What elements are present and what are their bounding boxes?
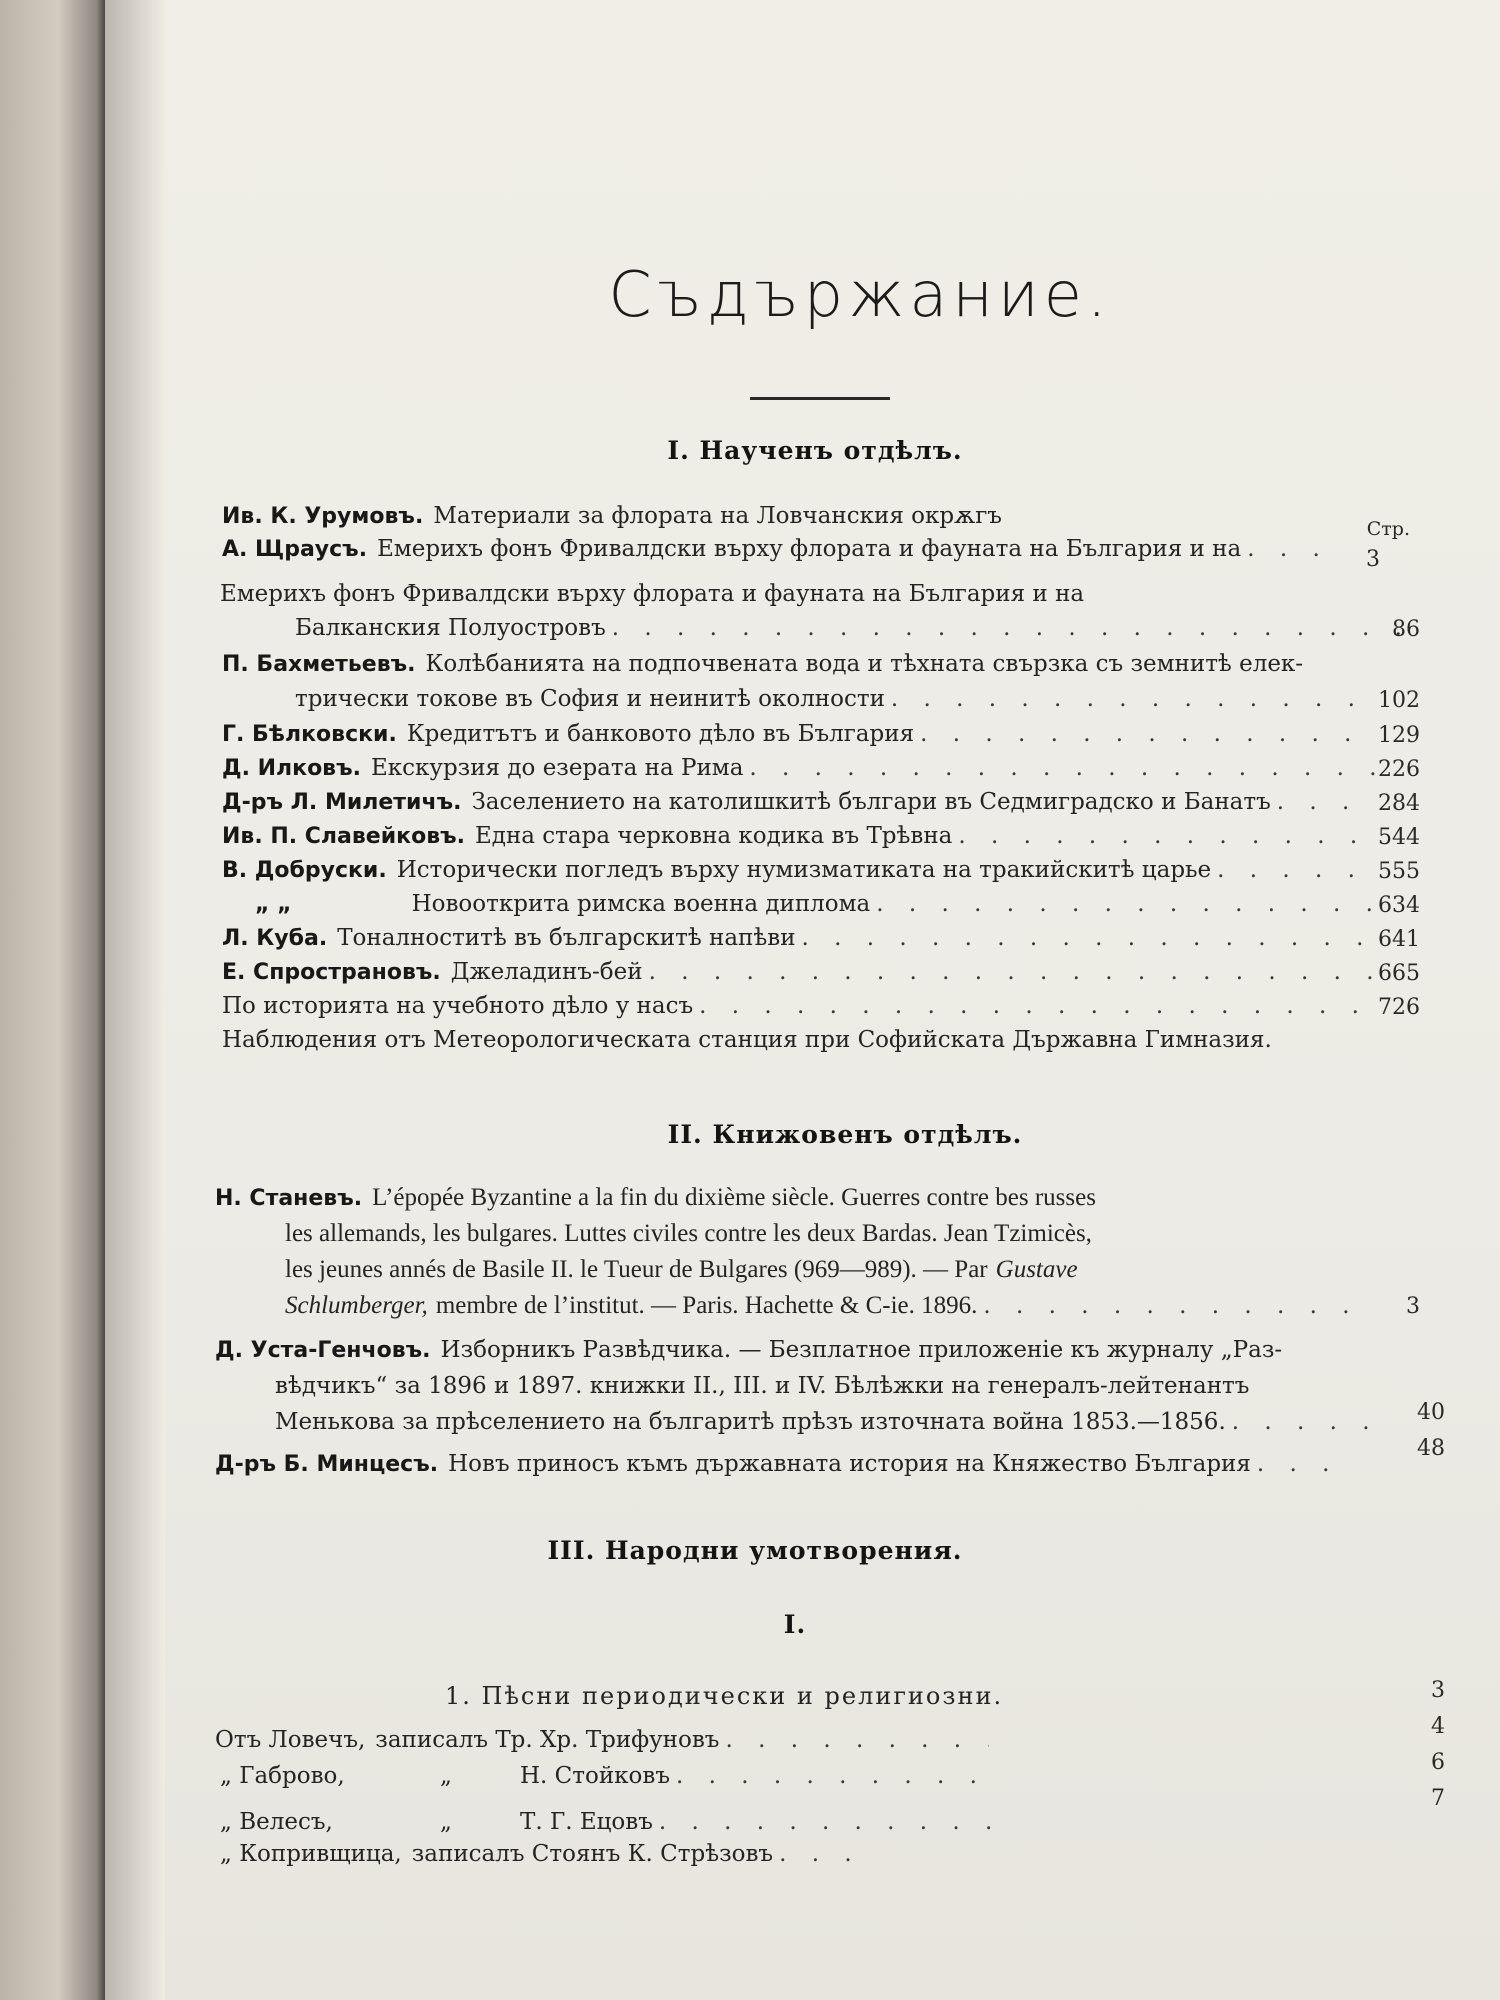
toc-entry-continuation xyxy=(295,683,1375,715)
entry-author: Г. Бѣлковски. xyxy=(222,722,397,747)
toc-entry xyxy=(222,854,1382,887)
toc-entry-continuation xyxy=(295,612,1425,644)
entry-title: Новъ приносъ къмъ държавната история на Княжество България xyxy=(448,1451,1251,1477)
toc-entry xyxy=(222,648,1462,681)
entry-author: Ив. П. Славейковъ. xyxy=(222,824,465,849)
folk-recorder: записалъ Стоянъ К. Стрѣзовъ xyxy=(411,1841,774,1867)
entry-page: 6 xyxy=(1431,1750,1445,1775)
toc-entry xyxy=(222,752,1382,785)
toc-entry xyxy=(215,1182,1465,1215)
title-rule xyxy=(750,397,890,400)
entry-page: 7 xyxy=(1431,1786,1445,1811)
folk-item xyxy=(215,1724,995,1756)
toc-entry xyxy=(222,533,1342,566)
folk-item xyxy=(220,1806,1000,1838)
entry-author: А. Щраусъ. xyxy=(222,537,368,562)
entry-author: Ив. К. Урумовъ. xyxy=(222,504,424,529)
entry-title: Джеладинъ-бей xyxy=(450,959,643,985)
entry-title-line: Емерихъ фонъ Фривалдски върху флората и фауната на България и на xyxy=(220,581,1085,607)
entry-author: Д-ръ Б. Минцесъ. xyxy=(215,1452,439,1477)
entry-title-line: les jeunes annés de Basile II. le Tueur de Bulgares (969—989). — Par xyxy=(285,1256,988,1283)
entry-title: Колѣбанията на подпочвената вода и тѣхната свързка съ земнитѣ елек- xyxy=(425,651,1304,677)
entry-title: По историята на учебното дѣло у насъ xyxy=(222,993,694,1019)
entry-title: Една стара черковна кодика въ Трѣвна xyxy=(475,823,953,849)
toc-entry-continuation xyxy=(285,1218,1465,1250)
adjacent-page-edge xyxy=(0,0,105,2000)
toc-entry xyxy=(215,1334,1465,1367)
section-heading-scientific: I. Наученъ отдѣлъ. xyxy=(667,436,963,465)
toc-entry xyxy=(222,820,1382,853)
entry-title: Новооткрита римска военна диплома xyxy=(411,891,871,917)
toc-entry xyxy=(222,990,1382,1022)
toc-entry-continuation xyxy=(285,1290,1365,1322)
toc-entry xyxy=(222,500,1362,533)
entry-title: Материали за флората на Ловчанския окрѫгъ xyxy=(433,503,1002,529)
entry-page: 3 xyxy=(1431,1678,1445,1703)
folk-place: „ Габрово, xyxy=(220,1763,345,1789)
entry-author: П. Бахметьевъ. xyxy=(222,652,416,677)
entry-author: Д. Уста-Генчовъ. xyxy=(215,1338,431,1363)
entry-author-italic: Schlumberger, xyxy=(285,1292,428,1319)
entry-author: Н. Станевъ. xyxy=(215,1186,363,1211)
toc-entry xyxy=(215,1448,1345,1481)
folk-ditto: „ xyxy=(440,1763,452,1789)
folk-recorder: записалъ Тр. Хр. Трифуновъ xyxy=(375,1727,720,1753)
entry-title: Заселението на католишкитѣ българи въ Седмиградско и Банатъ xyxy=(471,789,1271,815)
folk-place: „ Копривщица, xyxy=(220,1841,402,1867)
entry-page: 226 xyxy=(1378,757,1420,782)
entry-page: 544 xyxy=(1378,825,1420,850)
folk-part-number: I. xyxy=(783,1610,807,1639)
entry-title: Наблюдения отъ Метеорологическата станция при Софийската Държавна Гимназия. xyxy=(222,1027,1272,1053)
entry-title-line-2: трически токове въ София и неинитѣ околности xyxy=(295,686,885,712)
entry-author: Е. Спространовъ. xyxy=(222,960,441,985)
entry-page: 634 xyxy=(1378,893,1420,918)
entry-author-italic: Gustave xyxy=(995,1256,1078,1283)
entry-author: Л. Куба. xyxy=(222,926,328,951)
entry-page: 129 xyxy=(1378,723,1420,748)
toc-entry-continuation xyxy=(285,1254,1465,1286)
entry-page: 641 xyxy=(1378,927,1420,952)
entry-author: Д-ръ Л. Милетичъ. xyxy=(222,790,462,815)
entry-page: 40 xyxy=(1417,1400,1445,1425)
entry-title-line: Менькова за прѣселението на българитѣ прѣзъ източната война 1853.—1856. xyxy=(275,1409,1226,1435)
entry-title: Емерихъ фонъ Фривалдски върху флората и фауната на България и на xyxy=(377,536,1242,562)
entry-author: Д. Илковъ. xyxy=(222,756,361,781)
entry-author: В. Добруски. xyxy=(222,858,387,883)
page-column-label: Стр. xyxy=(1366,518,1410,540)
entry-title: Исторически погледъ върху нумизматиката на тракийскитѣ царье xyxy=(396,857,1212,883)
folk-recorder: Н. Стойковъ xyxy=(520,1763,670,1789)
entry-page: 48 xyxy=(1417,1436,1445,1461)
folk-item xyxy=(220,1760,1000,1792)
entry-page: 86 xyxy=(1392,617,1420,642)
toc-entry xyxy=(222,922,1382,955)
folk-subheading-text: 1. Пѣсни периодически и религиозни. xyxy=(445,1682,1004,1710)
entry-title: Екскурзия до езерата на Рима xyxy=(371,755,744,781)
folk-subheading xyxy=(445,1680,1245,1712)
entry-title-line: L’épopée Byzantine a la fin du dixième siècle. Guerres contre bes russes xyxy=(372,1184,1096,1211)
entry-author-ditto: „ „ xyxy=(255,892,292,917)
toc-entry xyxy=(222,718,1382,751)
entry-title-line: membre de l’institut. — Paris. Hachette & C-ie. 1896. xyxy=(435,1292,978,1319)
entry-page: 726 xyxy=(1378,995,1420,1020)
entry-page: 665 xyxy=(1378,961,1420,986)
entry-title-line-2: Балканския Полуостровъ xyxy=(295,615,606,641)
entry-page: 555 xyxy=(1378,859,1420,884)
page-title: Съдържание. xyxy=(608,258,1112,331)
entry-page: 102 xyxy=(1378,688,1420,713)
toc-entry-continuation xyxy=(275,1406,1375,1438)
section-heading-literary: II. Книжовенъ отдѣлъ. xyxy=(667,1120,1023,1149)
folk-item xyxy=(220,1838,880,1870)
entry-page: 3 xyxy=(1366,547,1380,572)
folk-place: „ Велесъ, xyxy=(220,1809,333,1835)
entry-title-line: Изборникъ Развѣдчика. — Безплатное приложеніе къ журналу „Раз- xyxy=(440,1337,1283,1363)
folk-recorder: Т. Г. Ецовъ xyxy=(520,1809,653,1835)
toc-entry xyxy=(222,1024,1422,1056)
entry-title: Кредитътъ и банковото дѣло въ България xyxy=(406,721,915,747)
toc-entry-continuation xyxy=(275,1370,1465,1402)
entry-page: 284 xyxy=(1378,791,1420,816)
gutter-shadow xyxy=(105,0,165,2000)
folk-ditto: „ xyxy=(440,1809,452,1835)
book-page xyxy=(165,0,1500,2000)
toc-entry xyxy=(222,786,1382,819)
entry-title-line: вѣдчикъ“ за 1896 и 1897. книжки II., III. и IV. Бѣлѣжки на генералъ-лейтенантъ xyxy=(275,1373,1250,1399)
toc-entry-continuation xyxy=(220,578,1460,610)
entry-title-line: les allemands, les bulgares. Luttes civiles contre les deux Bardas. Jean Tzimicès, xyxy=(285,1220,1092,1247)
toc-entry xyxy=(255,888,1382,921)
folk-place: Отъ Ловечъ, xyxy=(215,1727,366,1753)
section-heading-folk: III. Народни умотворения. xyxy=(547,1536,963,1565)
entry-page: 4 xyxy=(1431,1714,1445,1739)
entry-page: 3 xyxy=(1406,1294,1420,1319)
toc-entry xyxy=(222,956,1382,989)
entry-title: Тоналноститѣ въ българскитѣ напѣви xyxy=(337,925,796,951)
